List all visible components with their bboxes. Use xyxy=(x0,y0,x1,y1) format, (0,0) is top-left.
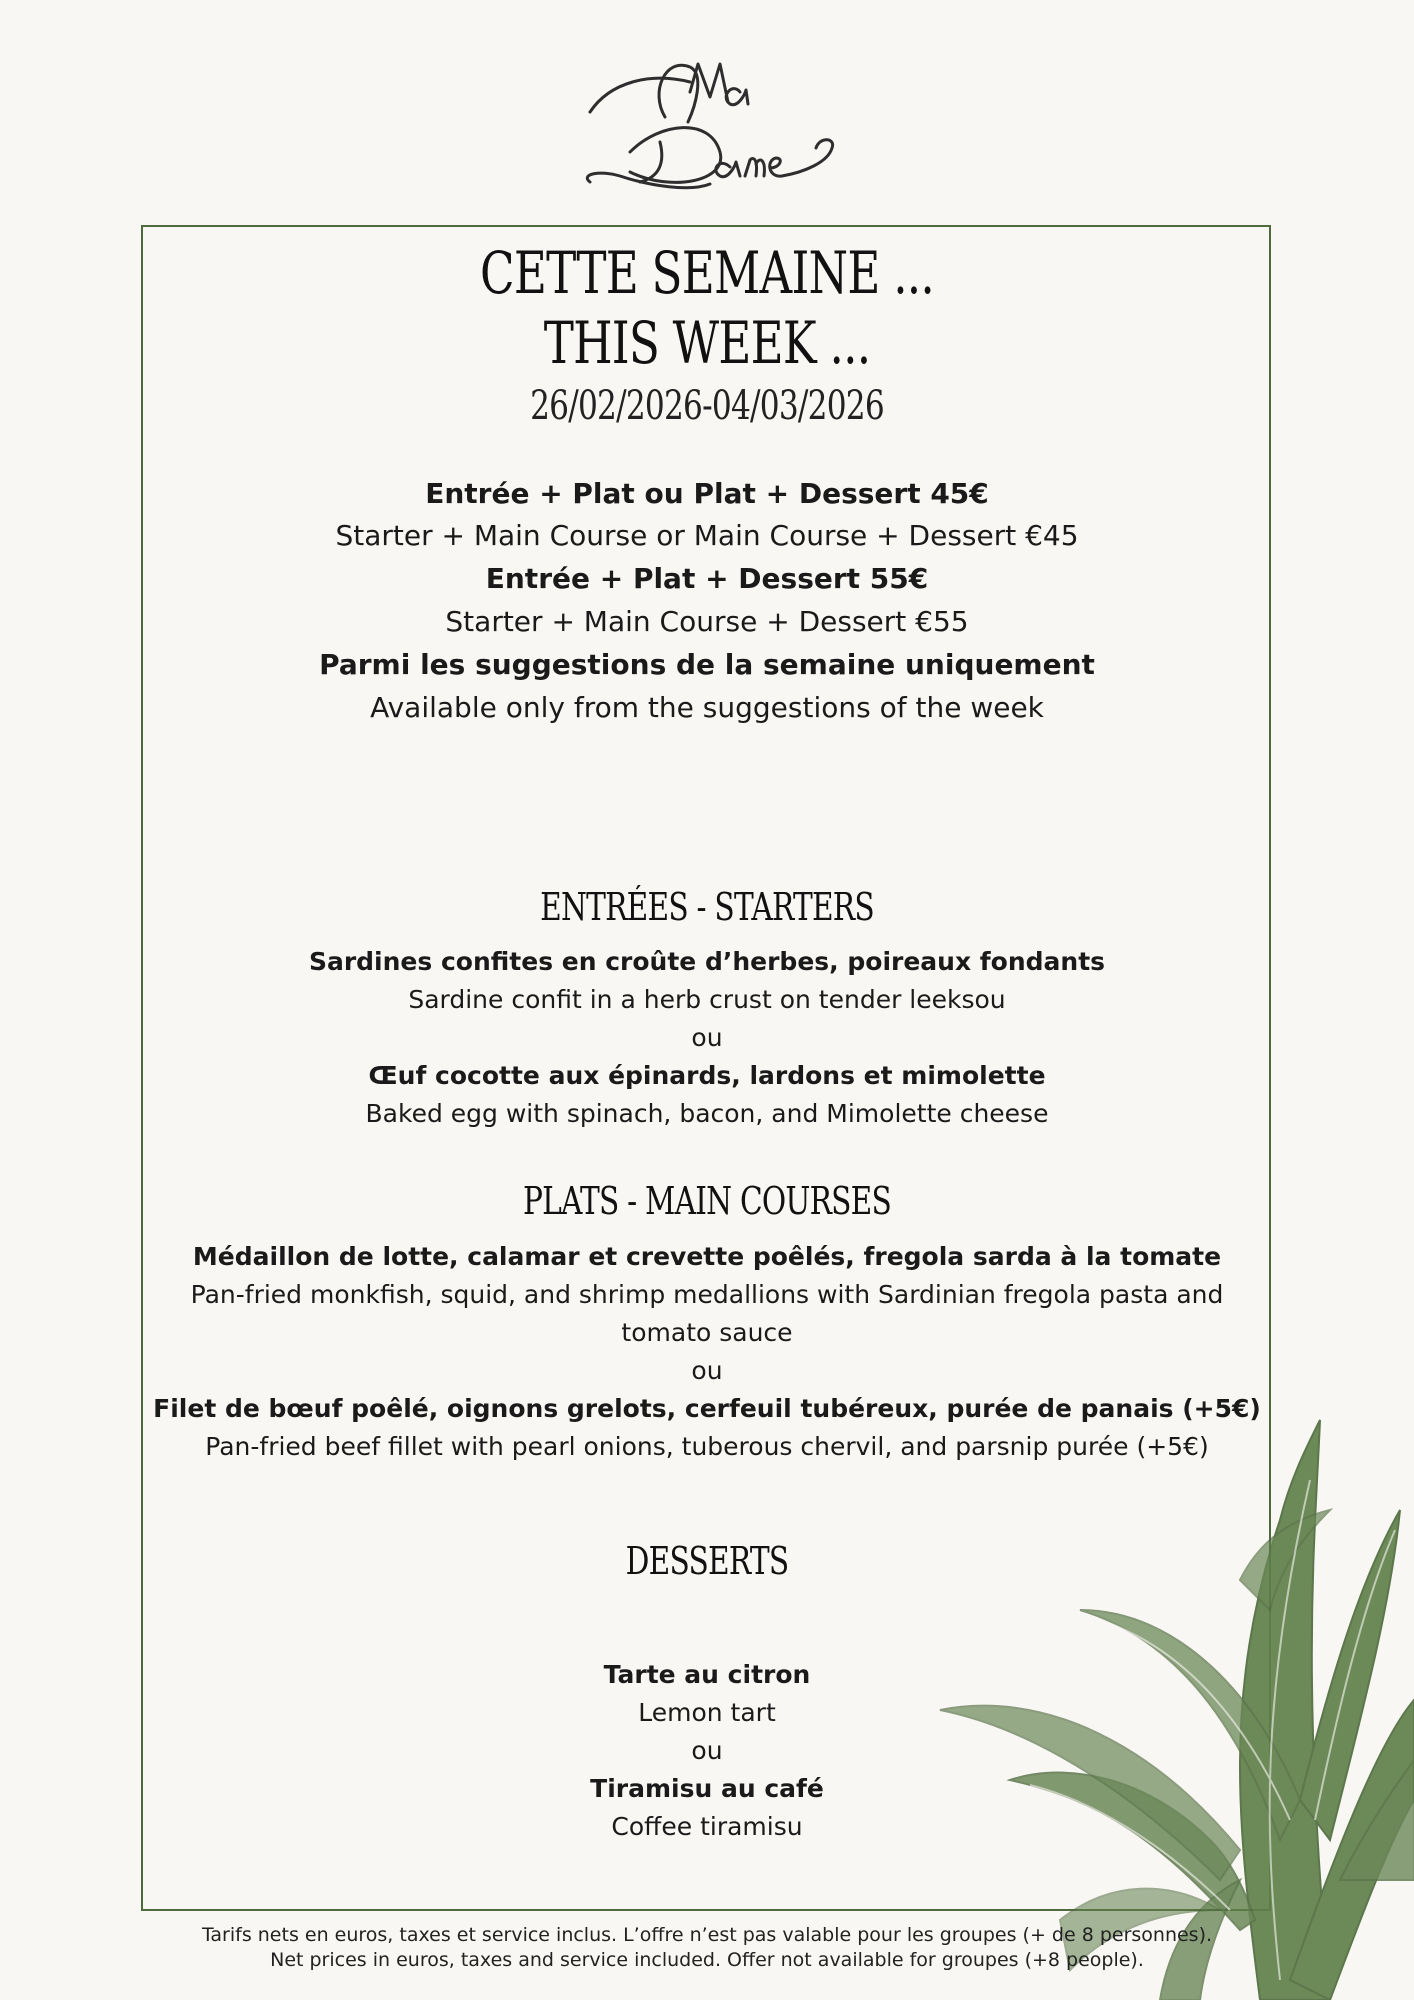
offer-1-fr: Entrée + Plat ou Plat + Dessert 45€ xyxy=(425,477,989,510)
starter-or: ou xyxy=(691,1023,723,1052)
main-1-fr: Médaillon de lotte, calamar et crevette poêlés, fregola sarda à la tomate xyxy=(192,1242,1222,1271)
footer-note-fr: Tarifs nets en euros, taxes et service inclus. L’offre n’est pas valable pour les groupes (+ de 8 personnes). xyxy=(201,1924,1213,1946)
dessert-1-en: Lemon tart xyxy=(638,1698,776,1727)
desserts-heading: DESSERTS xyxy=(625,1539,789,1583)
title-en: THIS WEEK ... xyxy=(543,309,871,377)
offer-2-fr: Entrée + Plat + Dessert 55€ xyxy=(485,562,929,595)
mains-heading: PLATS - MAIN COURSES xyxy=(522,1179,892,1223)
main-1-en-line2: tomato sauce xyxy=(621,1318,793,1347)
starter-1-fr: Sardines confites en croûte d’herbes, poireaux fondants xyxy=(308,947,1106,976)
main-2-fr: Filet de bœuf poêlé, oignons grelots, cerfeuil tubéreux, purée de panais (+5€) xyxy=(153,1394,1261,1423)
ma-dame-logo-icon xyxy=(570,52,850,202)
offer-2-en: Starter + Main Course + Dessert €55 xyxy=(445,605,969,638)
starter-2-fr: Œuf cocotte aux épinards, lardons et mimolette xyxy=(368,1061,1046,1090)
starters-heading: ENTRÉES - STARTERS xyxy=(540,885,874,929)
starter-1-en: Sardine confit in a herb crust on tender leeksou xyxy=(408,985,1006,1014)
dessert-or: ou xyxy=(691,1736,723,1765)
main-or: ou xyxy=(691,1356,723,1385)
main-2-en: Pan-fried beef fillet with pearl onions, tuberous chervil, and parsnip purée (+5€) xyxy=(205,1432,1209,1461)
starter-2-en: Baked egg with spinach, bacon, and Mimolette cheese xyxy=(365,1099,1049,1128)
footer-note-en: Net prices in euros, taxes and service included. Offer not available for groupes (+8 people). xyxy=(270,1949,1144,1971)
title-fr: CETTE SEMAINE ... xyxy=(480,239,934,307)
offer-note-fr: Parmi les suggestions de la semaine uniquement xyxy=(319,648,1095,681)
offer-note-en: Available only from the suggestions of the week xyxy=(370,691,1044,724)
offer-1-en: Starter + Main Course or Main Course + Dessert €45 xyxy=(335,519,1079,552)
dessert-2-fr: Tiramisu au café xyxy=(590,1774,824,1803)
main-1-en-line1: Pan-fried monkfish, squid, and shrimp medallions with Sardinian fregola pasta and xyxy=(190,1280,1224,1309)
dessert-2-en: Coffee tiramisu xyxy=(611,1812,803,1841)
date-range: 26/02/2026-04/03/2026 xyxy=(530,383,884,429)
dessert-1-fr: Tarte au citron xyxy=(603,1660,811,1689)
